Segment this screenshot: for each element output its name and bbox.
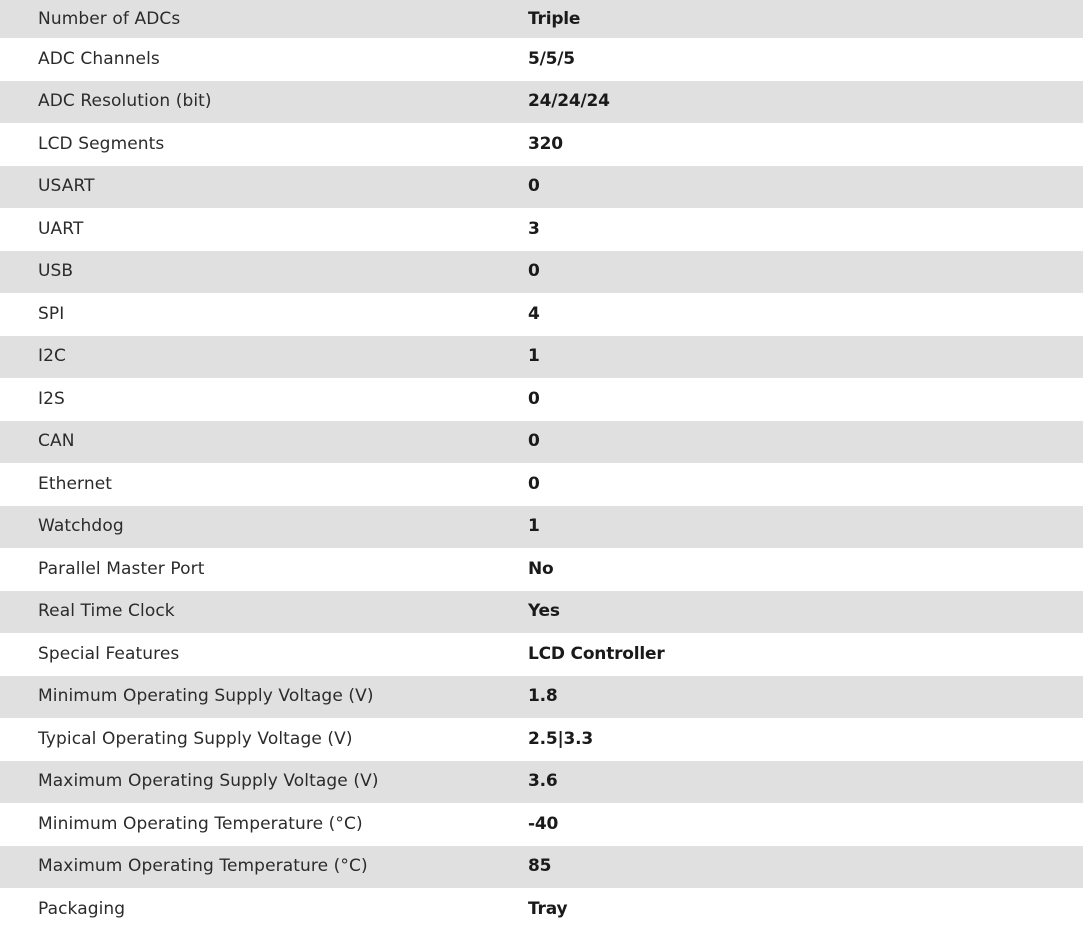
spec-value: 3 bbox=[528, 208, 1083, 251]
spec-value: 1.8 bbox=[528, 676, 1083, 719]
spec-value: 0 bbox=[528, 166, 1083, 209]
spec-value: 24/24/24 bbox=[528, 81, 1083, 124]
spec-value: 0 bbox=[528, 463, 1083, 506]
spec-label: CAN bbox=[0, 421, 528, 464]
table-row bbox=[0, 123, 1083, 166]
spec-label: Ethernet bbox=[0, 463, 528, 506]
table-row bbox=[0, 591, 1083, 634]
spec-label: Parallel Master Port bbox=[0, 548, 528, 591]
table-row bbox=[0, 336, 1083, 379]
table-row bbox=[0, 846, 1083, 889]
spec-value: No bbox=[528, 548, 1083, 591]
table-row bbox=[0, 633, 1083, 676]
spec-label: Maximum Operating Supply Voltage (V) bbox=[0, 761, 528, 804]
spec-label: Packaging bbox=[0, 888, 528, 931]
spec-value: 1 bbox=[528, 336, 1083, 379]
table-row bbox=[0, 676, 1083, 719]
spec-label: Minimum Operating Supply Voltage (V) bbox=[0, 676, 528, 719]
table-row bbox=[0, 718, 1083, 761]
spec-label: UART bbox=[0, 208, 528, 251]
spec-label: USART bbox=[0, 166, 528, 209]
spec-value: LCD Controller bbox=[528, 633, 1083, 676]
spec-label: Number of ADCs bbox=[0, 0, 528, 38]
spec-label: Real Time Clock bbox=[0, 591, 528, 634]
spec-label: USB bbox=[0, 251, 528, 294]
spec-label: Maximum Operating Temperature (°C) bbox=[0, 846, 528, 889]
table-row bbox=[0, 166, 1083, 209]
table-row bbox=[0, 81, 1083, 124]
spec-label: Typical Operating Supply Voltage (V) bbox=[0, 718, 528, 761]
spec-value: -40 bbox=[528, 803, 1083, 846]
table-row bbox=[0, 208, 1083, 251]
spec-label: I2C bbox=[0, 336, 528, 379]
spec-label: Watchdog bbox=[0, 506, 528, 549]
spec-label: SPI bbox=[0, 293, 528, 336]
spec-value: Tray bbox=[528, 888, 1083, 931]
table-row bbox=[0, 761, 1083, 804]
spec-value: Yes bbox=[528, 591, 1083, 634]
spec-value: 0 bbox=[528, 378, 1083, 421]
table-row bbox=[0, 548, 1083, 591]
spec-label: Special Features bbox=[0, 633, 528, 676]
table-row bbox=[0, 0, 1083, 38]
table-row bbox=[0, 803, 1083, 846]
spec-value: 1 bbox=[528, 506, 1083, 549]
table-row bbox=[0, 293, 1083, 336]
spec-value: Triple bbox=[528, 0, 1083, 38]
spec-label: I2S bbox=[0, 378, 528, 421]
table-row bbox=[0, 421, 1083, 464]
spec-label: ADC Channels bbox=[0, 38, 528, 81]
spec-value: 85 bbox=[528, 846, 1083, 889]
table-row bbox=[0, 888, 1083, 931]
spec-value: 320 bbox=[528, 123, 1083, 166]
table-row bbox=[0, 38, 1083, 81]
spec-value: 0 bbox=[528, 421, 1083, 464]
table-row bbox=[0, 251, 1083, 294]
spec-label: ADC Resolution (bit) bbox=[0, 81, 528, 124]
spec-label: Minimum Operating Temperature (°C) bbox=[0, 803, 528, 846]
table-row bbox=[0, 506, 1083, 549]
table-row bbox=[0, 378, 1083, 421]
spec-value: 5/5/5 bbox=[528, 38, 1083, 81]
spec-value: 2.5|3.3 bbox=[528, 718, 1083, 761]
spec-value: 0 bbox=[528, 251, 1083, 294]
spec-value: 3.6 bbox=[528, 761, 1083, 804]
table-row bbox=[0, 463, 1083, 506]
spec-value: 4 bbox=[528, 293, 1083, 336]
spec-label: LCD Segments bbox=[0, 123, 528, 166]
